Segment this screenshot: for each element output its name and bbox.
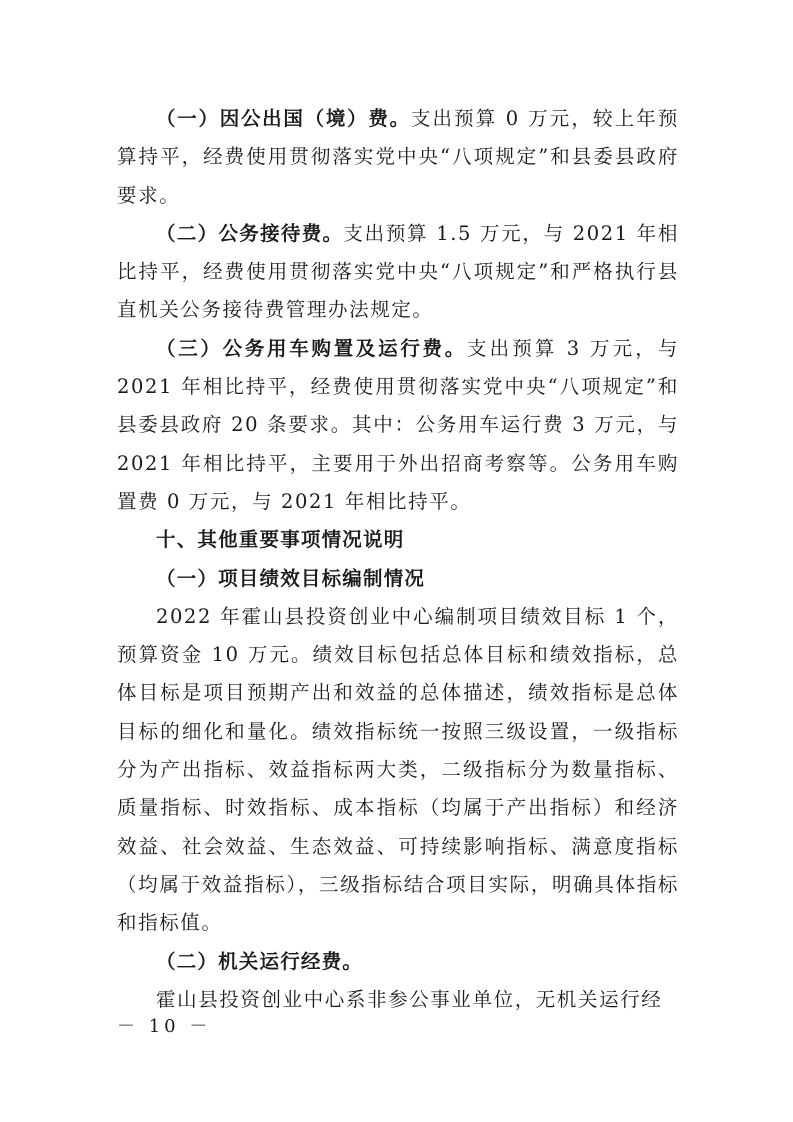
document-page	[117, 100, 679, 1019]
paragraph-body: 支出预算 3 万元，与 2021 年相比持平，经费使用贯彻落实党中央“八项规定”和县委县政府 20 条要求。其中：公务用车运行费 3 万元，与 2021 年相比持平，主要用于外出招商考察等。公务用车购置费 0 万元，与 2021 年相比持平。	[117, 336, 679, 513]
paragraph-performance-goals: 2022 年霍山县投资创业中心编制项目绩效目标 1 个，预算资金 10 万元。绩效目标包括总体目标和绩效指标，总体目标是项目预期产出和效益的总体描述，绩效指标是总体目标的细化和量化。绩效指标统一按照三级设置，一级指标分为产出指标、效益指标两大类，二级指标分为数量指标、质量指标、时效指标、成本指标（均属于产出指标）和经济效益、社会效益、生态效益、可持续影响指标、满意度指标（均属于效益指标），三级指标结合项目实际，明确具体指标和指标值。	[117, 604, 679, 935]
paragraph-operating-costs: 霍山县投资创业中心系非参公事业单位，无机关运行经	[156, 987, 663, 1011]
paragraph-body: 支出预算 1.5 万元，与 2021 年相比持平，经费使用贯彻落实党中央“八项规定”和严格执行县直机关公务接待费管理办法规定。	[117, 221, 679, 322]
subsection-heading-performance: （一）项目绩效目标编制情况	[156, 566, 426, 590]
paragraph-reception	[117, 215, 679, 330]
paragraph-lead: （二）公务接待费。	[156, 221, 344, 245]
paragraph-lead: （一）因公出国（境）费。	[156, 107, 411, 130]
subsection-heading-operating-costs: （二）机关运行经费。	[156, 949, 364, 973]
page-number: － 10 －	[117, 1016, 212, 1037]
section-heading-10: 十、其他重要事项情况说明	[156, 528, 405, 552]
paragraph-overseas-travel	[117, 100, 679, 215]
paragraph-vehicles	[117, 330, 679, 521]
paragraph-lead: （三）公务用车购置及运行费。	[156, 336, 467, 360]
paragraph-body: 支出预算 0 万元，较上年预算持平，经费使用贯彻落实党中央“八项规定”和县委县政府要求。	[117, 107, 679, 207]
